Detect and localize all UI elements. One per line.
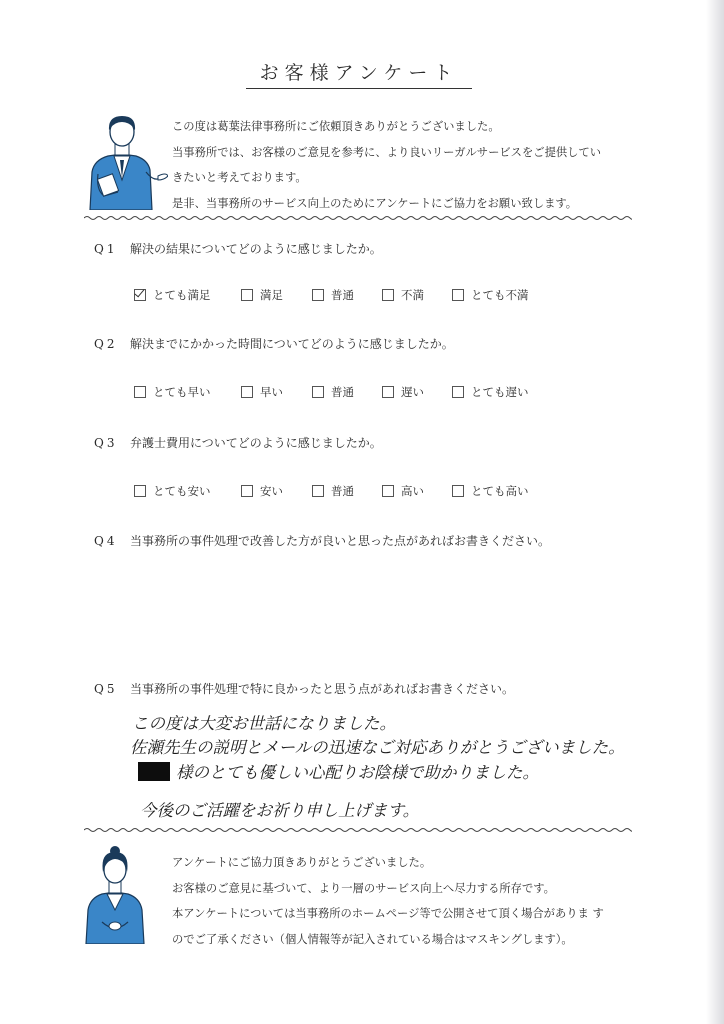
checkbox[interactable] (312, 485, 324, 497)
option-label: とても安い (153, 484, 211, 498)
question-number: Q3 (94, 436, 118, 450)
option-label: 不満 (401, 288, 424, 302)
checkbox[interactable] (382, 289, 394, 301)
checkbox[interactable] (241, 386, 253, 398)
checkbox[interactable] (312, 289, 324, 301)
q2-option[interactable] (452, 384, 529, 400)
option-label: 高い (401, 484, 424, 498)
q2-option[interactable] (312, 384, 354, 400)
question-text: 解決の結果についてどのように感じましたか。 (130, 242, 382, 256)
option-label: とても高い (471, 484, 529, 498)
page-edge-shadow (706, 0, 724, 1024)
intro-line: 是非、当事務所のサービス向上のためにアンケートにご協力をお願い致します。 (172, 196, 578, 210)
question-number: Q2 (94, 337, 118, 351)
outro-line: のでご了承ください（個人情報等が記入されている場合はマスキングします）。 (172, 932, 573, 946)
option-label: とても満足 (153, 288, 211, 302)
q1-option[interactable] (452, 287, 529, 303)
checkbox[interactable] (452, 289, 464, 301)
option-label: 安い (260, 484, 283, 498)
q3-option[interactable] (382, 483, 424, 499)
q1-option[interactable] (312, 287, 354, 303)
q2-option[interactable] (134, 384, 211, 400)
checkbox[interactable] (452, 386, 464, 398)
checkbox[interactable] (241, 485, 253, 497)
survey-title: お客様アンケート (246, 58, 472, 89)
outro-line: アンケートにご協力頂きありがとうございました。 (172, 856, 432, 869)
question-4 (94, 532, 550, 549)
male-staff-illustration (78, 110, 168, 210)
intro-paragraph (172, 114, 642, 216)
q3-option[interactable] (134, 483, 211, 499)
q3-option[interactable] (312, 483, 354, 499)
q5-answer-line: 佐瀬先生の説明とメールの迅速なご対応ありがとうございました。 (130, 738, 625, 757)
q1-option[interactable] (241, 287, 283, 303)
question-5 (94, 680, 514, 697)
question-text: 当事務所の事件処理で特に良かったと思う点があればお書きください。 (130, 682, 515, 696)
q1-option[interactable] (134, 287, 211, 303)
checkbox[interactable] (134, 485, 146, 497)
wave-divider-top (84, 214, 632, 222)
option-label: 普通 (331, 385, 354, 399)
checkbox[interactable] (134, 386, 146, 398)
question-text: 当事務所の事件処理で改善した方が良いと思った点があればお書きください。 (130, 534, 551, 548)
question-number: Q5 (94, 682, 118, 696)
checkbox[interactable] (382, 485, 394, 497)
outro-line: 本アンケートについては当事務所のホームページ等で公開させて頂く場合がありま す (172, 907, 604, 920)
wave-divider-bottom (84, 826, 632, 834)
q5-answer-line-redacted (138, 759, 539, 783)
checkbox[interactable] (241, 289, 253, 301)
option-label: 早い (260, 385, 283, 399)
q2-option[interactable] (382, 384, 424, 400)
option-label: とても遅い (471, 385, 529, 399)
question-text: 弁護士費用についてどのように感じましたか。 (130, 436, 382, 450)
intro-line: きたいと考えております。 (172, 171, 307, 184)
q5-answer-text: 様のとても優しい心配りお陰様で助かりました。 (176, 763, 539, 782)
option-label: 普通 (331, 288, 354, 302)
question-1 (94, 240, 382, 257)
checkbox[interactable] (452, 485, 464, 497)
option-label: 遅い (401, 385, 424, 399)
outro-line: お客様のご意見に基づいて、より一層のサービス向上へ尽力する所存です。 (172, 881, 555, 895)
intro-line: この度は葛葉法律事務所にご依頼頂きありがとうございました。 (172, 120, 500, 133)
closing-paragraph (172, 850, 642, 952)
checkbox[interactable] (312, 386, 324, 398)
q2-option[interactable] (241, 384, 283, 400)
q3-option[interactable] (241, 483, 283, 499)
checked-checkbox[interactable] (134, 289, 146, 301)
checkbox[interactable] (382, 386, 394, 398)
q5-answer-line: この度は大変お世話になりました。 (132, 714, 396, 733)
option-label: とても不満 (471, 288, 529, 302)
question-2 (94, 335, 454, 352)
question-3 (94, 434, 382, 451)
q1-option[interactable] (382, 287, 424, 303)
question-number: Q4 (94, 534, 118, 548)
question-number: Q1 (94, 242, 118, 256)
option-label: 普通 (331, 484, 354, 498)
redaction-block (138, 762, 170, 781)
question-text: 解決までにかかった時間についてどのように感じましたか。 (130, 337, 454, 351)
q3-option[interactable] (452, 483, 529, 499)
option-label: とても早い (153, 385, 211, 399)
intro-line: 当事務所では、お客様のご意見を参考に、より良いリーガルサービスをご提供してい (172, 145, 602, 159)
q5-answer-line: 今後のご活躍をお祈り申し上げます。 (140, 801, 420, 820)
option-label: 満足 (260, 288, 283, 302)
female-staff-illustration (80, 844, 150, 944)
